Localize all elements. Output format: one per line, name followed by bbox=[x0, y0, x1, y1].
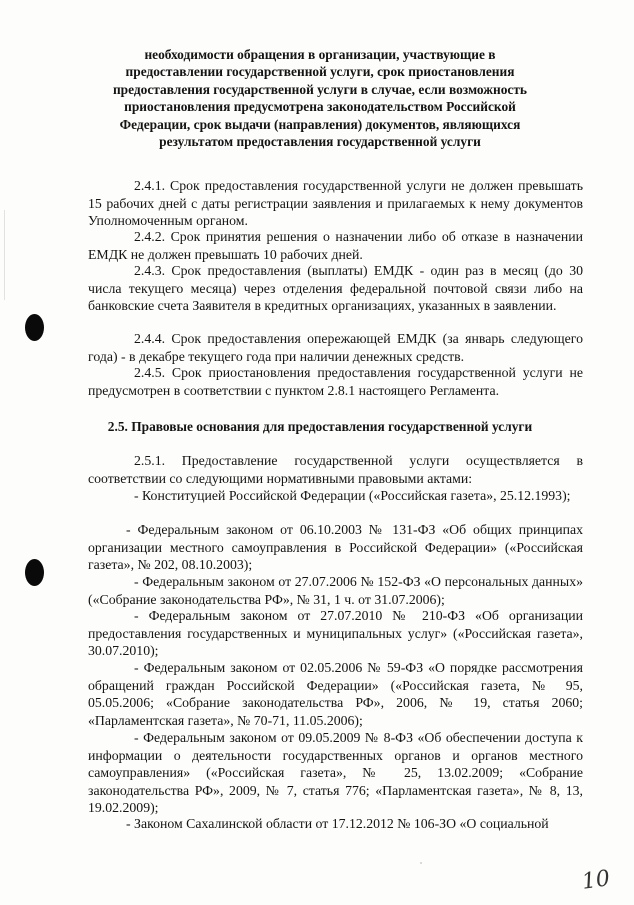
list-item: - Федеральным законом от 27.07.2006 № 152-ФЗ «О персональных данных» («Собрание законодательства РФ», № 31, 1 ч. от 31.07.2006); bbox=[88, 574, 583, 607]
continued-heading: необходимости обращения в организации, участвующие в предоставлении государственной услуги, срок приостановления предоставления государственной услуги в случае, если возможность приостановления предусмотрена законодательством Российской Федерации, срок выдачи (направления) документов, являющихся результатом предоставления государственной услуги bbox=[112, 47, 528, 150]
scan-edge-line bbox=[4, 210, 5, 300]
list-item: - Федеральным законом от 02.05.2006 № 59-ФЗ «О порядке рассмотрения обращений граждан Российской Федерации» («Российская газета, № 95, 05.05.2006; «Собрание законодательства РФ», 2006, № 19, статья 2060; «Парламентская газета», № 70-71, 11.05.2006); bbox=[88, 660, 583, 728]
list-item: - Конституцией Российской Федерации («Российская газета», 25.12.1993); bbox=[134, 488, 571, 503]
binder-hole bbox=[25, 314, 44, 341]
list-item: - Федеральным законом от 06.10.2003 № 131-ФЗ «Об общих принципах организации местного самоуправления в Российской Федерации» («Российская газета», № 202, 08.10.2003); bbox=[88, 522, 583, 573]
list-item: - Федеральным законом от 27.07.2010 № 210-ФЗ «Об организации предоставления государственных и муниципальных услуг» («Российская газета», 30.07.2010); bbox=[88, 608, 583, 659]
paragraph-2-4-4: 2.4.4. Срок предоставления опережающей ЕМДК (за январь следующего года) - в декабре текущего года при наличии денежных средств. bbox=[88, 331, 583, 364]
paragraph-2-4-2: 2.4.2. Срок принятия решения о назначении либо об отказе в назначении ЕМДК не должен превышать 10 рабочих дней. bbox=[88, 229, 583, 262]
paragraph-2-4-1: 2.4.1. Срок предоставления государственной услуги не должен превышать 15 рабочих дней с даты регистрации заявления и прилагаемых к нему документов Уполномоченным органом. bbox=[88, 178, 583, 229]
list-item: - Законом Сахалинской области от 17.12.2012 № 106-ЗО «О социальной bbox=[126, 816, 549, 831]
paragraph-2-4-5: 2.4.5. Срок приостановления предоставления государственной услуги не предусмотрен в соответствии с пунктом 2.8.1 настоящего Регламента. bbox=[88, 365, 583, 398]
section-heading-2-5: 2.5. Правовые основания для предоставления государственной услуги bbox=[107, 419, 533, 434]
scan-speck bbox=[420, 862, 422, 864]
handwritten-page-number: 10 bbox=[580, 866, 612, 895]
paragraph-2-4-3: 2.4.3. Срок предоставления (выплаты) ЕМДК - один раз в месяц (до 30 числа текущего месяца) через отделения федеральной почтовой связи либо на банковские счета Заявителя в кредитных организациях, указанных в заявлении. bbox=[88, 263, 583, 314]
list-item: - Федеральным законом от 09.05.2009 № 8-ФЗ «Об обеспечении доступа к информации о деятельности государственных органов и органов местного самоуправления» («Российская газета», № 25, 13.02.2009; «Собрание законодательства РФ», 2009, № 7, статья 776; «Парламентская газета», № 8, 13, 19.02.2009); bbox=[88, 730, 583, 816]
paragraph-2-5-1: 2.5.1. Предоставление государственной услуги осуществляется в соответствии со следующими нормативными правовыми актами: bbox=[88, 453, 583, 486]
binder-hole bbox=[25, 559, 44, 586]
